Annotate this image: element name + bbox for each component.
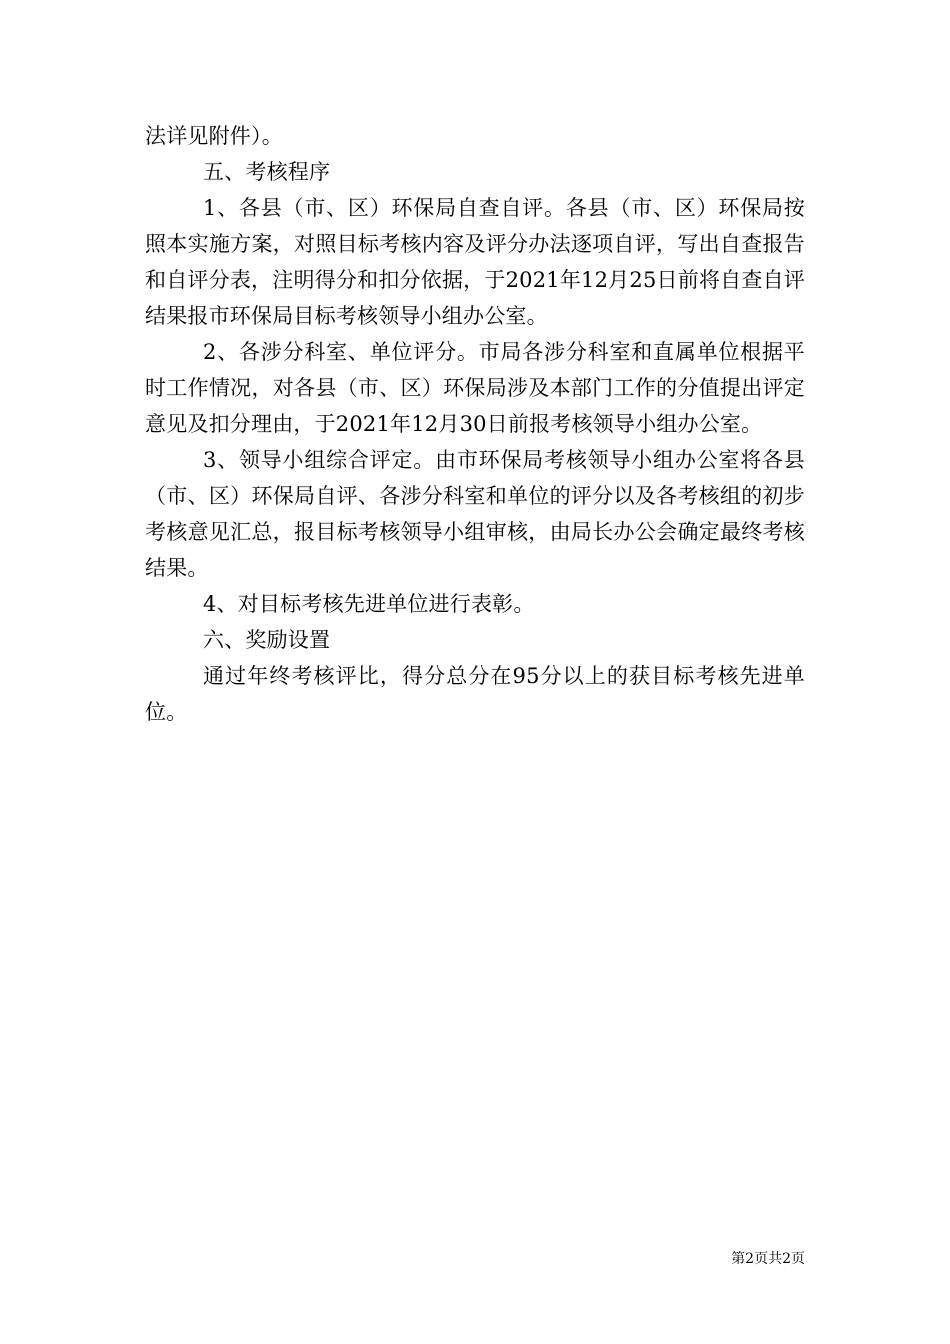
paragraph-self-evaluation: 1、各县（市、区）环保局自查自评。各县（市、区）环保局按照本实施方案，对照目标考核内容及评分办法逐项自评，写出自查报告和自评分表，注明得分和扣分依据，于2021年12月25日前将自查自评结果报市环保局目标考核领导小组办公室。 (145, 196, 805, 328)
paragraph-continuation: 法详见附件）。 (145, 124, 283, 148)
paragraph-department-scoring: 2、各涉分科室、单位评分。市局各涉分科室和直属单位根据平时工作情况，对各县（市、区）环保局涉及本部门工作的分值提出评定意见及扣分理由，于2021年12月30日前报考核领导小组办公室。 (145, 340, 805, 436)
section-heading-procedure: 五、考核程序 (203, 160, 331, 184)
paragraph-commendation: 4、对目标考核先进单位进行表彰。 (203, 592, 535, 616)
paragraph-comprehensive-evaluation: 3、领导小组综合评定。由市环保局考核领导小组办公室将各县（市、区）环保局自评、各涉分科室和单位的评分以及各考核组的初步考核意见汇总，报目标考核领导小组审核，由局长办公会确定最终考核结果。 (145, 448, 805, 580)
paragraph-award-criteria: 通过年终考核评比，得分总分在95分以上的获目标考核先进单位。 (145, 664, 805, 724)
section-heading-awards: 六、奖励设置 (203, 628, 331, 652)
page-number: 第2页共2页 (731, 1251, 805, 1267)
document-body (145, 118, 805, 730)
